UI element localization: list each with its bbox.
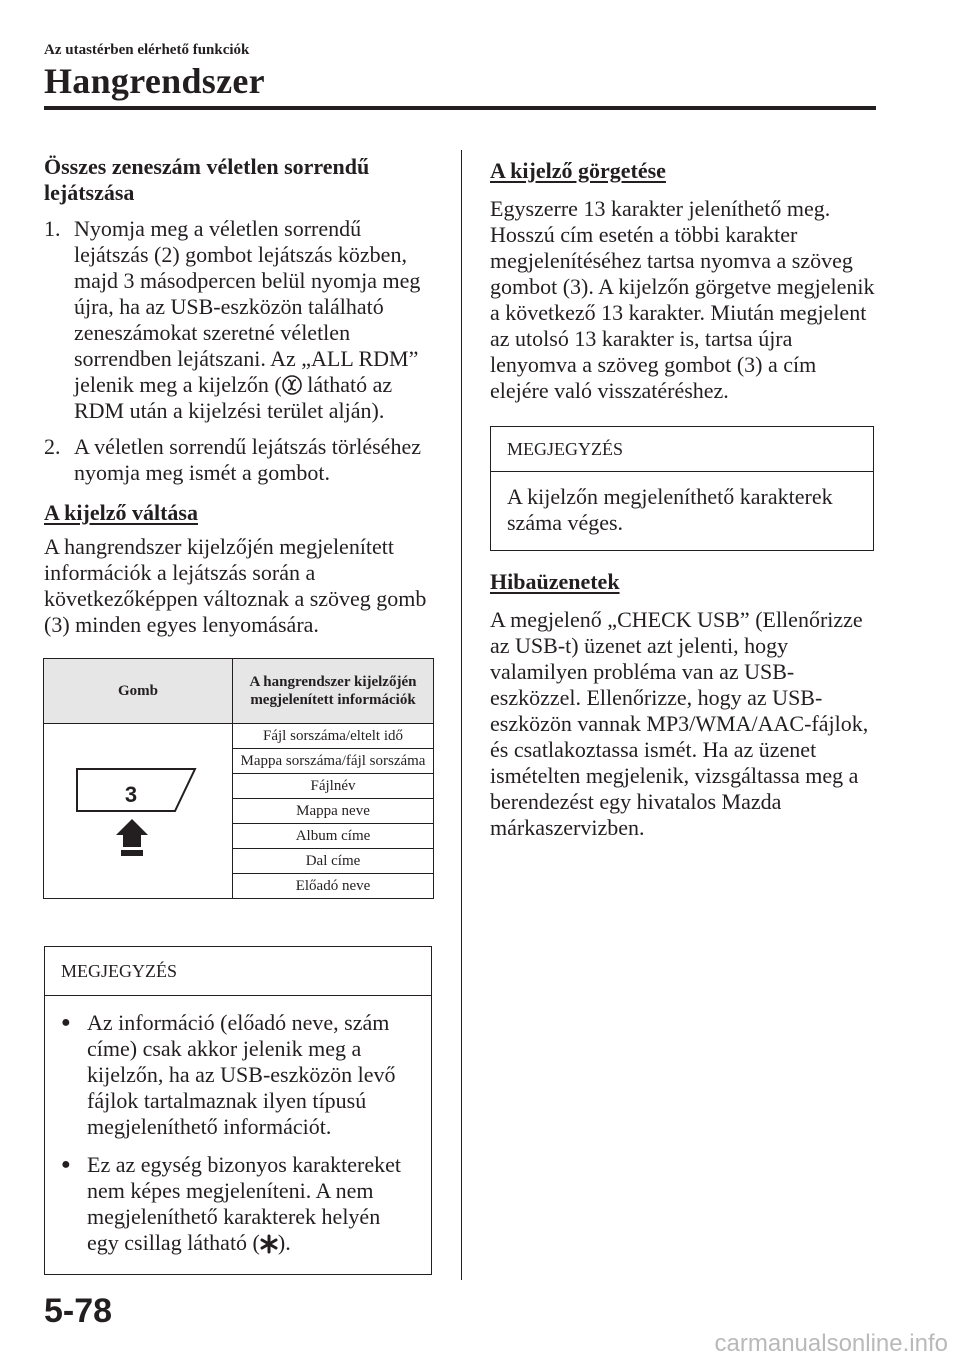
step-text-part: látható az RDM után a kijelzési terület alján). bbox=[74, 372, 393, 423]
note-bullet-text: Az információ (előadó neve, szám címe) csak akkor jelenik meg a kijelzőn, ha az USB-eszközön levő fájlok tartalmaznak ilyen típusú megjeleníthető információt. bbox=[87, 1010, 396, 1139]
table-header-info: A hangrendszer kijelzőjén megjelenített információk bbox=[233, 659, 434, 724]
step-text: A véletlen sorrendű lejátszás törléséhez nyomja meg ismét a gombot. bbox=[74, 434, 421, 485]
display-switch-heading: A kijelző váltása bbox=[44, 500, 198, 525]
note-title: MEGJEGYZÉS bbox=[45, 947, 431, 996]
step-text-part: Nyomja meg a véletlen sorrendű lejátszás (2) gombot lejátszás közben, majd 3 másodpercen belül nyomja meg újra, ha az USB-eszközön található zeneszámokat szeretné véletlen sorrendben lejátszani. Az „ALL RDM” jelenik meg a kijelzőn ( bbox=[74, 216, 421, 397]
scroll-heading: A kijelző görgetése bbox=[490, 158, 666, 183]
note-bullet-text bbox=[87, 1152, 415, 1256]
button-number: 3 bbox=[124, 782, 138, 807]
table-cell: Mappa sorszáma/fájl sorszáma bbox=[233, 749, 434, 774]
errors-heading: Hibaüzenetek bbox=[490, 569, 620, 594]
asterisk-icon bbox=[260, 1234, 278, 1254]
step-text bbox=[74, 216, 436, 424]
note-bullet bbox=[61, 1010, 415, 1140]
table-cell: Fájl sorszáma/eltelt idő bbox=[233, 724, 434, 749]
button-illustration-cell bbox=[44, 724, 233, 899]
table-header-button: Gomb bbox=[44, 659, 233, 724]
column-divider bbox=[461, 150, 462, 1280]
step-number: 2. bbox=[44, 434, 61, 459]
scroll-text: Egyszerre 13 karakter jeleníthető meg. Hosszú cím esetén a többi karakter megjelenítéséhez tartsa nyomva a szöveg gombot (3). A kijelzőn görgetve megjelenik a következő 13 karakter. Miután megjelent az utolsó 13 karakter is, tartsa újra lenyomva a szöveg gombot (3) a cím elejére való visszatéréshez. bbox=[490, 196, 875, 403]
display-switch-text: A hangrendszer kijelzőjén megjelenített információk a lejátszás során a következőképpen változnak a szöveg gomb (3) minden egyes lenyomására. bbox=[44, 534, 427, 637]
left-column bbox=[44, 154, 436, 638]
step-number: 1. bbox=[44, 216, 61, 241]
bullet-dot-icon: ● bbox=[61, 1014, 71, 1031]
random-step-1 bbox=[44, 216, 436, 424]
page-number: 5-78 bbox=[44, 1292, 113, 1330]
section-label: Az utastérben elérhető funkciók bbox=[44, 42, 250, 58]
bullet-dot-icon: ● bbox=[61, 1156, 71, 1173]
right-column bbox=[490, 158, 876, 841]
random-play-heading: Összes zeneszám véletlen sorrendű lejátszása bbox=[44, 154, 370, 205]
page-title: Hangrendszer bbox=[44, 61, 265, 101]
display-info-table bbox=[43, 658, 434, 899]
note-box-right bbox=[490, 426, 874, 551]
table-cell: Mappa neve bbox=[233, 799, 434, 824]
table-cell: Fájlnév bbox=[233, 774, 434, 799]
note-box-left bbox=[44, 946, 432, 1275]
table-cell: Album címe bbox=[233, 824, 434, 849]
note-bullet bbox=[61, 1152, 415, 1256]
random-step-2 bbox=[44, 434, 436, 486]
note-bullet-text-part: ). bbox=[277, 1230, 291, 1255]
watermark: carmanualsonline.info bbox=[714, 1330, 948, 1357]
text-button-3-icon bbox=[63, 751, 213, 871]
random-play-icon bbox=[282, 374, 302, 396]
table-cell: Dal címe bbox=[233, 849, 434, 874]
table-cell: Előadó neve bbox=[233, 874, 434, 899]
note-body bbox=[45, 996, 431, 1274]
note-title: MEGJEGYZÉS bbox=[491, 427, 873, 472]
errors-text: A megjelenő „CHECK USB” (Ellenőrizze az USB-t) üzenet azt jelenti, hogy valamilyen probléma van az USB-eszközzel. Ellenőrizze, hogy az USB-eszközön vannak MP3/WMA/AAC-fájlok, és csatlakoztassa ismét. Ha az üzenet ismételten megjelenik, vizsgáltassa meg a berendezést egy hivatalos Mazda márkaszervizben. bbox=[490, 607, 869, 840]
table-header-row bbox=[44, 659, 434, 724]
note-bullet-text-part: Ez az egység bizonyos karaktereket nem képes megjeleníteni. A nem megjeleníthető karakterek helyén egy csillag látható ( bbox=[87, 1152, 401, 1255]
title-rule bbox=[44, 106, 876, 110]
note-body-text: A kijelzőn megjeleníthető karakterek száma véges. bbox=[507, 484, 833, 535]
table-row bbox=[44, 724, 434, 749]
